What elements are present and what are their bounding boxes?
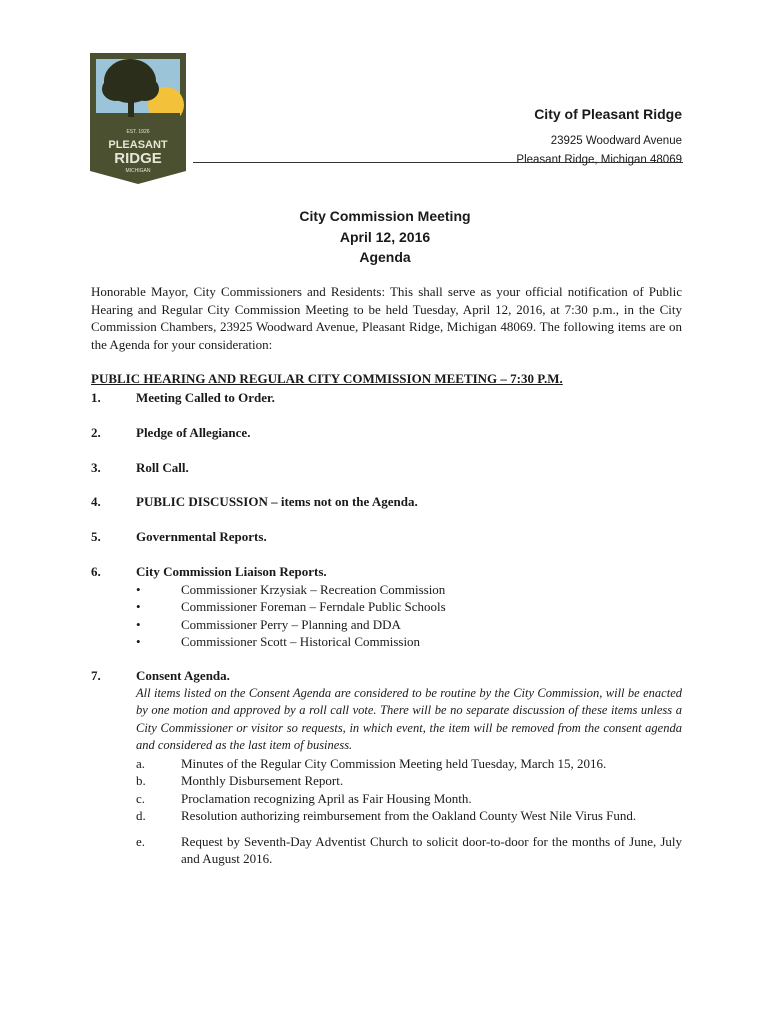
item-label: Meeting Called to Order.	[136, 390, 275, 405]
item-label: PUBLIC DISCUSSION – items not on the Agenda.	[136, 494, 418, 509]
agenda-item-2	[91, 424, 682, 442]
logo-line3-text: MICHIGAN	[125, 168, 151, 174]
item-number: 6.	[91, 564, 101, 579]
item-number: 2.	[91, 425, 101, 440]
sub-item-mark: c.	[136, 790, 146, 806]
list-item	[136, 581, 682, 599]
item-number: 3.	[91, 460, 101, 475]
item-number: 5.	[91, 529, 101, 544]
agenda-item-4	[91, 493, 682, 511]
list-item	[136, 598, 682, 616]
logo-line2-text: RIDGE	[114, 150, 162, 167]
agenda-item-1	[91, 389, 682, 407]
title-line2: April 12, 2016	[339, 228, 431, 245]
sub-item-text: Proclamation recognizing April as Fair Housing Month.	[181, 790, 472, 806]
agenda-item-5	[91, 528, 682, 546]
item-number: 1.	[91, 390, 101, 405]
item-label: City Commission Liaison Reports.	[136, 564, 327, 579]
bullet-mark: •	[136, 581, 141, 597]
bullet-mark: •	[136, 599, 141, 614]
org-address-line2: Pleasant Ridge, Michigan 48069	[516, 154, 682, 166]
document-title	[0, 206, 770, 268]
list-item-text: Commissioner Scott – Historical Commission	[181, 634, 421, 649]
header-divider	[193, 162, 683, 163]
bullet-mark: •	[136, 616, 141, 632]
list-item-text: Commissioner Perry – Planning and DDA	[181, 616, 401, 632]
bullet-mark: •	[136, 634, 141, 649]
agenda-item-3	[91, 459, 682, 477]
list-item-text: Commissioner Krzysiak – Recreation Commission	[181, 581, 446, 597]
title-line1: City Commission Meeting	[299, 208, 471, 224]
sub-item-mark: b.	[136, 773, 146, 788]
item-number: 4.	[91, 494, 101, 509]
list-item	[136, 790, 682, 808]
item-label: Roll Call.	[136, 460, 189, 475]
logo-est-text: EST. 1926	[126, 129, 150, 135]
sub-item-text: Request by Seventh-Day Adventist Church to solicit door-to-door for the months of June, July and August 2016.	[181, 833, 682, 866]
liaison-list	[136, 581, 682, 651]
section-heading: PUBLIC HEARING AND REGULAR CITY COMMISSION MEETING – 7:30 P.M.	[91, 371, 563, 386]
sub-item-text: Minutes of the Regular City Commission Meeting held Tuesday, March 15, 2016.	[181, 755, 607, 771]
list-item	[136, 616, 682, 634]
org-address-line1: 23925 Woodward Avenue	[550, 135, 682, 147]
sub-item-mark: e.	[136, 833, 146, 849]
org-block	[516, 106, 682, 170]
sub-item-mark: d.	[136, 808, 146, 823]
city-logo	[90, 53, 186, 184]
sub-item-text: Monthly Disbursement Report.	[181, 773, 344, 788]
item-number: 7.	[91, 668, 101, 683]
consent-agenda-note: All items listed on the Consent Agenda are considered to be routine by the City Commission, will be enacted by one motion and approved by a roll call vote. There will be no separate discussion of these items unless a City Commissioner or visitor so requests, in which event, the item will be removed from the consent agenda and considered as the last item of business.	[136, 685, 682, 752]
sub-item-text: Resolution authorizing reimbursement from the Oakland County West Nile Virus Fund.	[181, 808, 637, 823]
intro-paragraph: Honorable Mayor, City Commissioners and Residents: This shall serve as your official notification of Public Hearing and Regular City Commission Meeting to be held Tuesday, April 12, 2016, at 7:30 p.m., in the City Commission Chambers, 23925 Woodward Avenue, Pleasant Ridge, Michigan 48069. The following items are on the Agenda for your consideration:	[91, 284, 682, 352]
org-name: City of Pleasant Ridge	[534, 106, 682, 122]
title-line3: Agenda	[359, 249, 411, 265]
item-label: Pledge of Allegiance.	[136, 425, 251, 440]
list-item	[136, 833, 682, 868]
list-item-text: Commissioner Foreman – Ferndale Public Schools	[181, 599, 446, 614]
list-item	[136, 633, 682, 651]
agenda-item-6	[91, 563, 682, 651]
agenda-item-7	[91, 667, 682, 868]
logo-line1-text: PLEASANT	[108, 139, 168, 151]
list-item	[136, 807, 682, 825]
item-label: Consent Agenda.	[136, 668, 230, 683]
list-item	[136, 755, 682, 773]
list-item	[136, 772, 682, 790]
sub-item-mark: a.	[136, 755, 146, 771]
item-label: Governmental Reports.	[136, 529, 267, 544]
